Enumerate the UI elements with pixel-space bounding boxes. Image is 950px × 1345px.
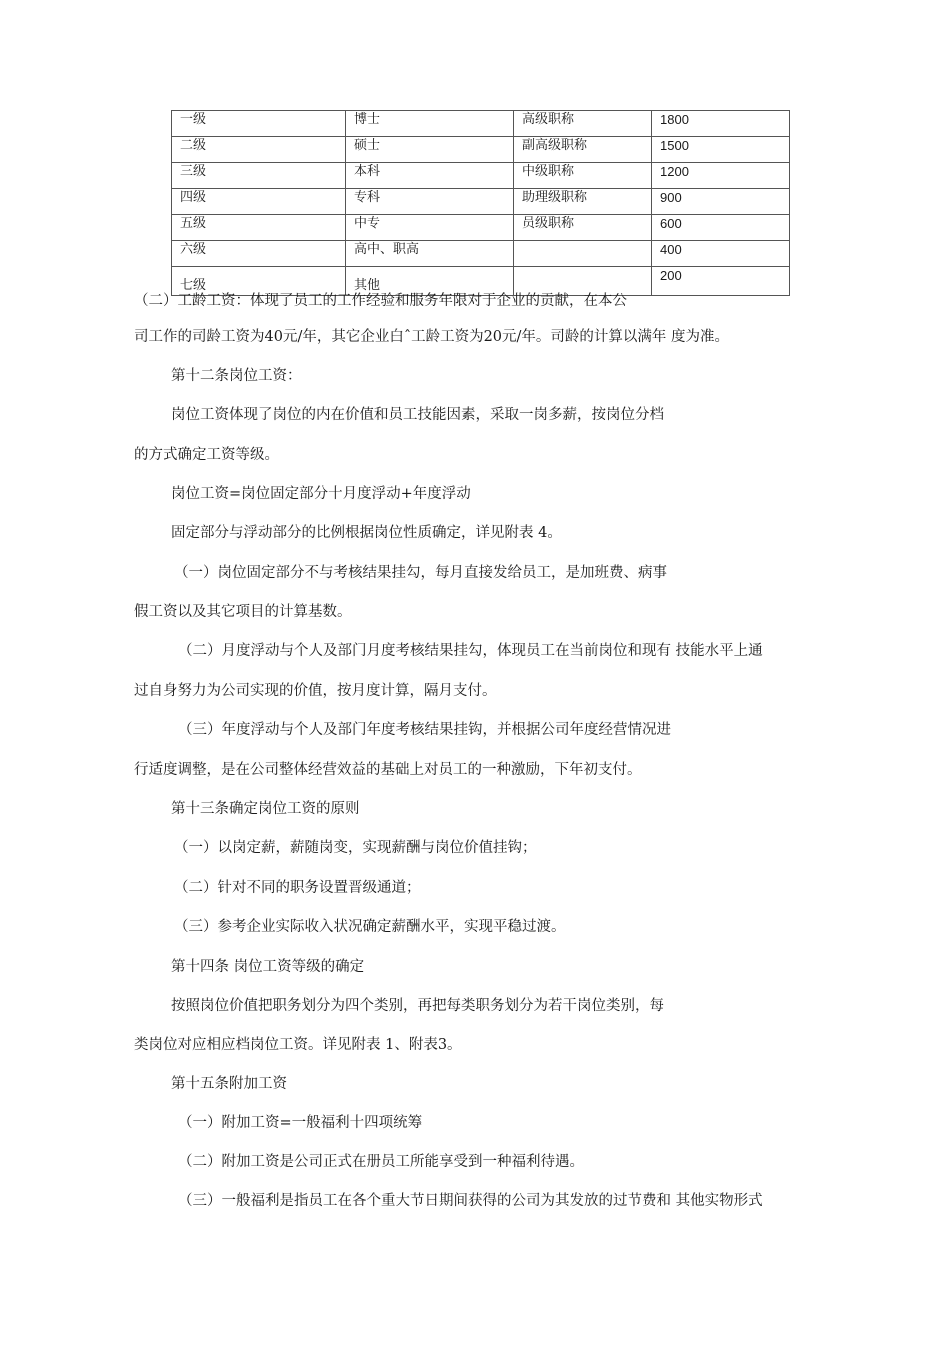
paragraph-line: （一）以岗定薪，薪随岗变，实现薪酬与岗位价值挂钩； <box>174 840 537 856</box>
amount-cell: 200 <box>652 267 790 296</box>
amount-cell: 1800 <box>652 111 790 137</box>
article-heading: 第十三条确定岗位工资的原则 <box>171 801 360 817</box>
paragraph-line: （二）针对不同的职务设置晋级通道； <box>174 880 421 896</box>
amount-cell: 1500 <box>652 137 790 163</box>
education-cell: 高中、职高 <box>346 241 514 267</box>
table-row <box>172 215 790 241</box>
paragraph-line: （三）一般福利是指员工在各个重大节日期间获得的公司为其发放的过节费和 其他实物形式 <box>178 1193 763 1209</box>
paragraph-line: 行适度调整，是在公司整体经营效益的基础上对员工的一种激励，下年初支付。 <box>134 762 642 778</box>
paragraph-line: （二）月度浮动与个人及部门月度考核结果挂勾，体现员工在当前岗位和现有 技能水平上通 <box>178 643 763 659</box>
education-cell: 中专 <box>346 215 514 241</box>
level-cell: 一级 <box>172 111 346 137</box>
paragraph-line: 固定部分与浮动部分的比例根据岗位性质确定，详见附表 4。 <box>171 525 562 541</box>
level-cell: 三级 <box>172 163 346 189</box>
education-cell: 博士 <box>346 111 514 137</box>
level-cell: 四级 <box>172 189 346 215</box>
table-row <box>172 111 790 137</box>
paragraph-line: 岗位工资=岗位固定部分十月度浮动+年度浮动 <box>171 486 471 502</box>
table-row <box>172 137 790 163</box>
level-cell: 二级 <box>172 137 346 163</box>
paragraph-line: （三）参考企业实际收入状况确定薪酬水平，实现平稳过渡。 <box>174 919 566 935</box>
table-row <box>172 189 790 215</box>
paragraph-line: （三）年度浮动与个人及部门年度考核结果挂钩，并根据公司年度经营情况进 <box>178 722 671 738</box>
article-heading: 第十二条岗位工资： <box>171 368 302 384</box>
article-heading: 第十五条附加工资 <box>171 1076 287 1092</box>
amount-cell: 1200 <box>652 163 790 189</box>
amount-cell: 600 <box>652 215 790 241</box>
paragraph-line: （一）附加工资=一般福利十四项统筹 <box>178 1115 423 1131</box>
education-cell: 硕士 <box>346 137 514 163</box>
education-cell: 本科 <box>346 163 514 189</box>
paragraph-line: （二）附加工资是公司正式在册员工所能享受到一种福利待遇。 <box>178 1154 584 1170</box>
title-cell: 员级职称 <box>514 215 652 241</box>
education-cell: 其他 <box>346 267 514 296</box>
paragraph-line: 岗位工资体现了岗位的内在价值和员工技能因素，采取一岗多薪，按岗位分档 <box>171 407 664 423</box>
amount-cell: 900 <box>652 189 790 215</box>
level-cell: 六级 <box>172 241 346 267</box>
title-cell: 高级职称 <box>514 111 652 137</box>
title-cell: 助理级职称 <box>514 189 652 215</box>
paragraph-line: 类岗位对应相应档岗位工资。详见附表 1、附表3。 <box>134 1037 462 1053</box>
title-cell <box>514 241 652 267</box>
level-cell: 七级 <box>172 267 346 296</box>
salary-level-table <box>171 110 790 296</box>
title-cell: 中级职称 <box>514 163 652 189</box>
level-cell: 五级 <box>172 215 346 241</box>
paragraph-line: 过自身努力为公司实现的价值，按月度计算，隔月支付。 <box>134 683 497 699</box>
amount-cell: 400 <box>652 241 790 267</box>
paragraph-line: （二）工龄工资：体现了员工的工作经验和服务年限对于企业的贡献，在本公 <box>134 293 627 309</box>
title-cell: 副高级职称 <box>514 137 652 163</box>
paragraph-line: 司工作的司龄工资为40元/年，其它企业白ˆ工龄工资为20元/年。司龄的计算以满年 度为准。 <box>134 329 730 345</box>
paragraph-line: 的方式确定工资等级。 <box>134 447 279 463</box>
article-heading: 第十四条 岗位工资等级的确定 <box>171 959 365 975</box>
paragraph-line: 假工资以及其它项目的计算基数。 <box>134 604 352 620</box>
paragraph-line: （一）岗位固定部分不与考核结果挂勾，每月直接发给员工，是加班费、病事 <box>174 565 667 581</box>
table-row <box>172 163 790 189</box>
paragraph-line: 按照岗位价值把职务划分为四个类别，再把每类职务划分为若干岗位类别，每 <box>171 998 664 1014</box>
education-cell: 专科 <box>346 189 514 215</box>
table-row <box>172 241 790 267</box>
